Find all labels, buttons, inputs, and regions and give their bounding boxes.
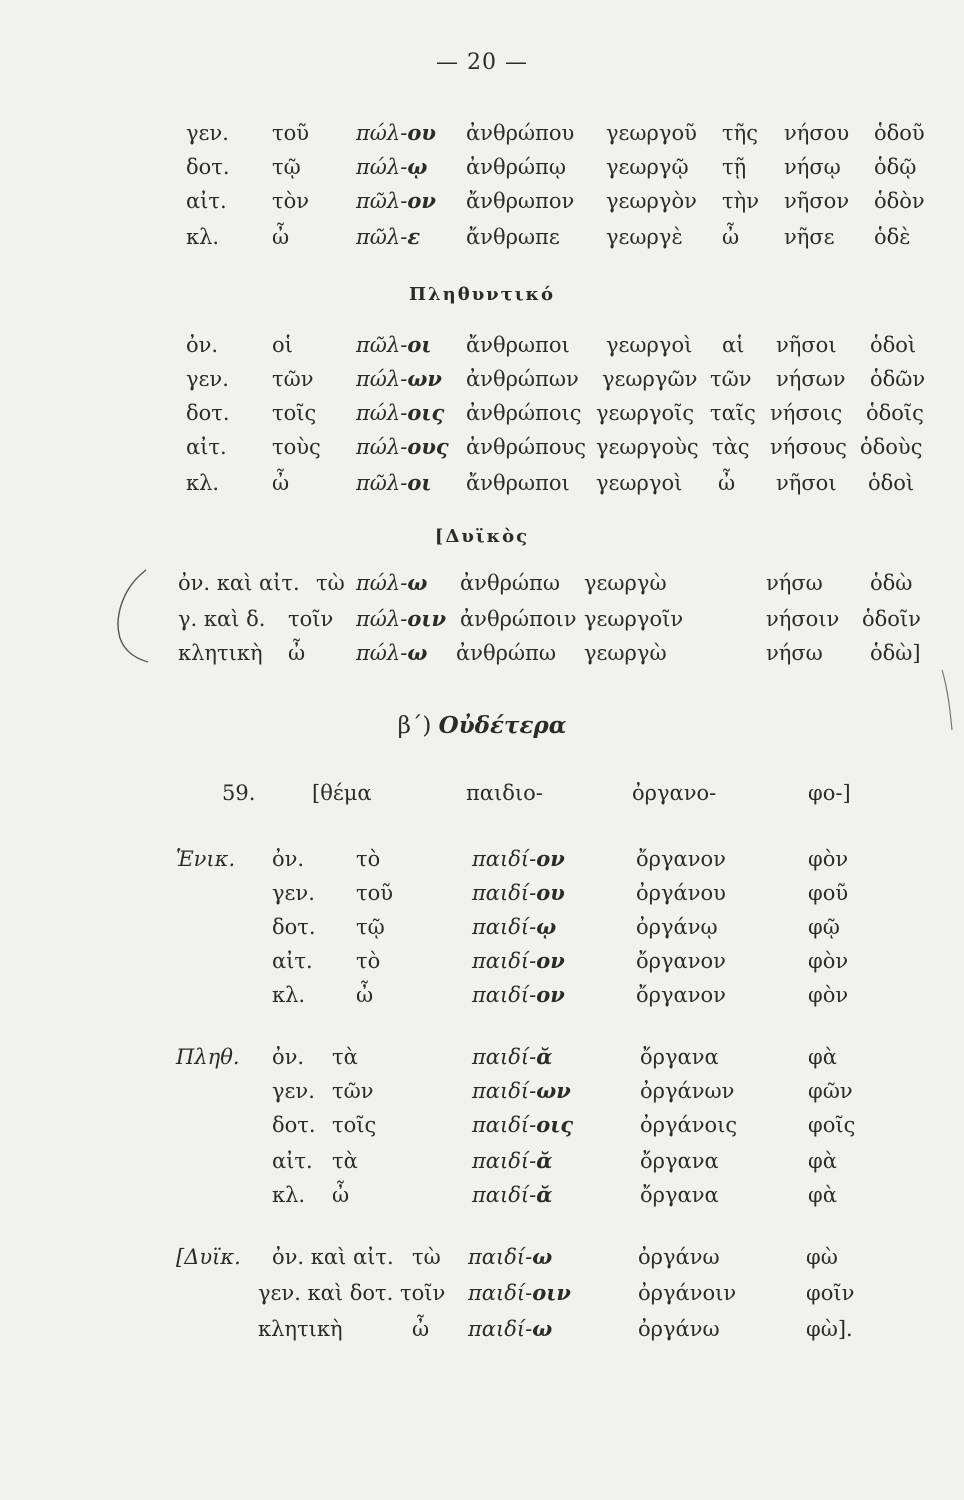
word-nesos: νήσῳ [784,155,841,179]
word-phon: φῶν [808,1079,853,1103]
table-row [0,1040,964,1074]
word-phon: φὰ [808,1045,837,1069]
article: τοῖς [272,401,317,425]
article: τὸν [272,189,310,213]
word-phon: φὸν [808,983,849,1007]
word-anthropos: ἀνθρώποιν [460,607,577,631]
stem-pho: φο-] [808,781,851,805]
article: τοῖς [332,1113,377,1137]
stem-with-ending: πῶλ-ε [356,224,421,249]
word-georgos: γεωργοῦ [606,121,697,145]
word-hodos: ὁδοῖν [862,607,921,631]
case-label: δοτ. [272,1113,316,1137]
word-phon: φὸν [808,847,849,871]
word-anthropos: ἀνθρώπους [466,435,587,459]
article: ὦ [332,1183,350,1207]
case-label: γεν. καὶ δοτ. [258,1281,394,1305]
word-nesos: νῆσον [784,189,850,213]
table-row [0,1074,964,1108]
table-row [0,944,964,978]
word-phon: φὰ [808,1149,837,1173]
word-organon: ὄργανα [640,1045,719,1069]
word-anthropos: ἀνθρώποις [466,401,582,425]
word-hodos: ὁδῶν [870,367,926,391]
word-organon: ὀργάνων [640,1079,735,1103]
article: τὰ [332,1149,358,1173]
section-number: 59. [222,781,256,805]
case-label: ὀν. καὶ αἰτ. [178,571,300,595]
case-label: αἰτ. [186,189,227,213]
table-row [0,150,964,184]
table-row [0,466,964,500]
word-hodos: ὁδοὺς [860,435,923,459]
stem-label: [θέμα [312,781,372,805]
case-label: κλητικὴ [258,1317,343,1341]
stem-organo: ὀργανο- [632,781,717,805]
case-label: γεν. [272,881,315,905]
word-phon: φῷ [808,915,840,939]
plural-heading: Πληθυντικό [408,284,555,305]
case-label: κλ. [186,471,220,495]
word-anthropos: ἄνθρωποι [466,333,570,357]
word-georgos: γεωργοῖν [584,607,684,631]
fem-article: τῆς [722,121,758,145]
table-row [0,566,964,600]
stem-with-ending: πώλ-ων [356,366,442,391]
article: ὦ [288,641,306,665]
word-hodos: ὁδῷ [874,155,917,179]
stem-with-ending: πώλ-ους [356,434,449,459]
word-nesos: νήσοις [770,401,843,425]
article: τῶν [272,367,314,391]
table-row [0,184,964,218]
fem-article: ὦ [722,225,740,249]
word-nesos: νῆσοι [776,471,837,495]
word-georgos: γεωργὸν [606,189,697,213]
article: τοῦ [356,881,394,905]
case-label: κλητικὴ [178,641,263,665]
word-nesos: νῆσοι [776,333,837,357]
fem-article: ὦ [718,471,736,495]
fem-article: αἱ [722,333,745,357]
table-row [0,876,964,910]
article: τοῦ [272,121,310,145]
stem-with-ending: παιδί-οιν [468,1280,571,1305]
article: τῷ [356,915,385,939]
word-organon: ὀργάνῳ [636,915,718,939]
word-nesos: νήσοιν [766,607,840,631]
word-georgos: γεωργοὶ [596,471,683,495]
case-label: ὀν. καὶ αἰτ. [272,1245,394,1269]
article: ὦ [356,983,374,1007]
table-row [0,220,964,254]
table-row [0,1144,964,1178]
case-label: γεν. [186,367,229,391]
word-phon: φὸν [808,949,849,973]
word-nesos: νήσω [766,571,823,595]
case-label: γεν. [272,1079,315,1103]
word-nesos: νήσω [766,641,823,665]
article: τοῖν [288,607,334,631]
table-row [0,1240,964,1274]
word-hodos: ὁδὲ [874,225,911,249]
article: ὦ [412,1317,430,1341]
word-organon: ὄργανον [636,949,726,973]
case-label: αἰτ. [272,949,313,973]
word-georgos: γεωργοὶ [606,333,693,357]
word-georgos: γεωργὼ [584,571,667,595]
stem-with-ending: παιδί-ω [468,1244,553,1269]
word-anthropos: ἀνθρώπων [466,367,579,391]
table-row [0,1108,964,1142]
word-hodos: ὁδοὶ [870,333,917,357]
article: τοῖν [400,1281,446,1305]
table-row [0,1178,964,1212]
article: ὦ [272,225,290,249]
word-nesos: νήσους [770,435,847,459]
dual-heading: [Δυϊκὸς [434,526,530,547]
table-row [0,362,964,396]
stem-with-ending: παιδί-οις [472,1112,574,1137]
word-anthropos: ἀνθρώπῳ [466,155,566,179]
word-organon: ὄργανον [636,983,726,1007]
stem-with-ending: παιδί-ον [472,948,565,973]
case-label: δοτ. [272,915,316,939]
table-row [0,1276,964,1310]
table-row [0,636,964,670]
stem-with-ending: παιδί-ῳ [472,914,557,939]
case-label: αἰτ. [186,435,227,459]
word-organon: ὀργάνω [638,1317,720,1341]
case-label: ὀν. [272,847,305,871]
word-nesos: νήσου [784,121,850,145]
stem-with-ending: παιδί-ᾰ [472,1182,553,1207]
word-nesos: νῆσε [784,225,835,249]
word-georgos: γεωργὲ [606,225,683,249]
fem-article: τῇ [722,155,747,179]
article: τὸ [356,949,381,973]
case-label: δοτ. [186,401,230,425]
case-label: ὀν. [272,1045,305,1069]
table-row [0,116,964,150]
word-phon: φὰ [808,1183,837,1207]
article: τῶν [332,1079,374,1103]
word-organon: ὄργανον [636,847,726,871]
stem-with-ending: πώλ-ω [356,640,428,665]
article: τῷ [272,155,301,179]
stem-with-ending: παιδί-ου [472,880,565,905]
word-georgos: γεωργοὺς [596,435,699,459]
stem-with-ending: πώλ-ω [356,570,428,595]
word-phon: φὼ]. [806,1317,853,1341]
word-georgos: γεωργῶν [602,367,698,391]
word-organon: ὄργανα [640,1149,719,1173]
word-hodos: ὁδὼ] [870,641,921,665]
stem-with-ending: παιδί-ον [472,846,565,871]
word-organon: ὀργάνου [636,881,726,905]
word-anthropos: ἄνθρωπον [466,189,575,213]
table-row [0,910,964,944]
stem-paidio: παιδιο- [466,781,543,805]
article: τὰ [332,1045,358,1069]
article: τὼ [316,571,345,595]
word-organon: ὄργανα [640,1183,719,1207]
stem-row [0,776,964,810]
word-organon: ὀργάνοις [640,1113,738,1137]
table-row [0,978,964,1012]
word-phon: φοῖν [806,1281,855,1305]
article: τὼ [412,1245,441,1269]
word-hodos: ὁδοῖς [866,401,924,425]
word-anthropos: ἄνθρωπε [466,225,560,249]
stem-with-ending: πῶλ-οι [356,470,432,495]
stem-with-ending: πῶλ-ον [356,188,436,213]
table-row [0,396,964,430]
stem-with-ending: πώλ-ου [356,120,436,145]
word-organon: ὀργάνοιν [638,1281,737,1305]
case-label: κλ. [272,983,306,1007]
word-anthropos: ἄνθρωποι [466,471,570,495]
stem-with-ending: πώλ-οις [356,400,445,425]
stem-with-ending: παιδί-ᾰ [472,1148,553,1173]
word-phon: φοῖς [808,1113,856,1137]
page-number: — 20 — [436,50,528,75]
stem-with-ending: πῶλ-οι [356,332,432,357]
word-phon: φοῦ [808,881,849,905]
word-organon: ὀργάνω [638,1245,720,1269]
case-label: αἰτ. [272,1149,313,1173]
fem-article: τῶν [710,367,752,391]
fem-article: τὴν [722,189,759,213]
case-label: ὀν. [186,333,219,357]
stem-with-ending: παιδί-ον [472,982,565,1007]
number-label: Πληθ. [176,1045,240,1069]
table-row [0,842,964,876]
table-row [0,1312,964,1346]
word-georgos: γεωργὼ [584,641,667,665]
word-anthropos: ἀνθρώπω [460,571,560,595]
article: οἱ [272,333,293,357]
stem-with-ending: πώλ-οιν [356,606,447,631]
stem-with-ending: παιδί-ω [468,1316,553,1341]
word-hodos: ὁδὸν [874,189,925,213]
number-label: [Δυϊκ. [176,1245,241,1269]
table-row [0,430,964,464]
article: ὦ [272,471,290,495]
stem-with-ending: παιδί-ων [472,1078,571,1103]
neuter-heading: β΄) Οὐδέτερα [397,712,567,739]
case-label: κλ. [186,225,220,249]
fem-article: τὰς [712,435,750,459]
word-hodos: ὁδὼ [870,571,913,595]
article: τοὺς [272,435,321,459]
case-label: κλ. [272,1183,306,1207]
word-phon: φὼ [806,1245,838,1269]
number-label: Ἑνικ. [176,847,236,871]
fem-article: ταῖς [710,401,756,425]
table-row [0,328,964,362]
word-georgos: γεωργῷ [606,155,689,179]
word-hodos: ὁδοὶ [868,471,915,495]
case-label: γ. καὶ δ. [178,607,266,631]
word-georgos: γεωργοῖς [596,401,695,425]
word-anthropos: ἀνθρώπω [456,641,556,665]
article: τὸ [356,847,381,871]
stem-with-ending: παιδί-ᾰ [472,1044,553,1069]
case-label: γεν. [186,121,229,145]
stem-with-ending: πώλ-ῳ [356,154,428,179]
word-nesos: νήσων [776,367,846,391]
word-hodos: ὁδοῦ [874,121,925,145]
table-row [0,602,964,636]
case-label: δοτ. [186,155,230,179]
word-anthropos: ἀνθρώπου [466,121,575,145]
